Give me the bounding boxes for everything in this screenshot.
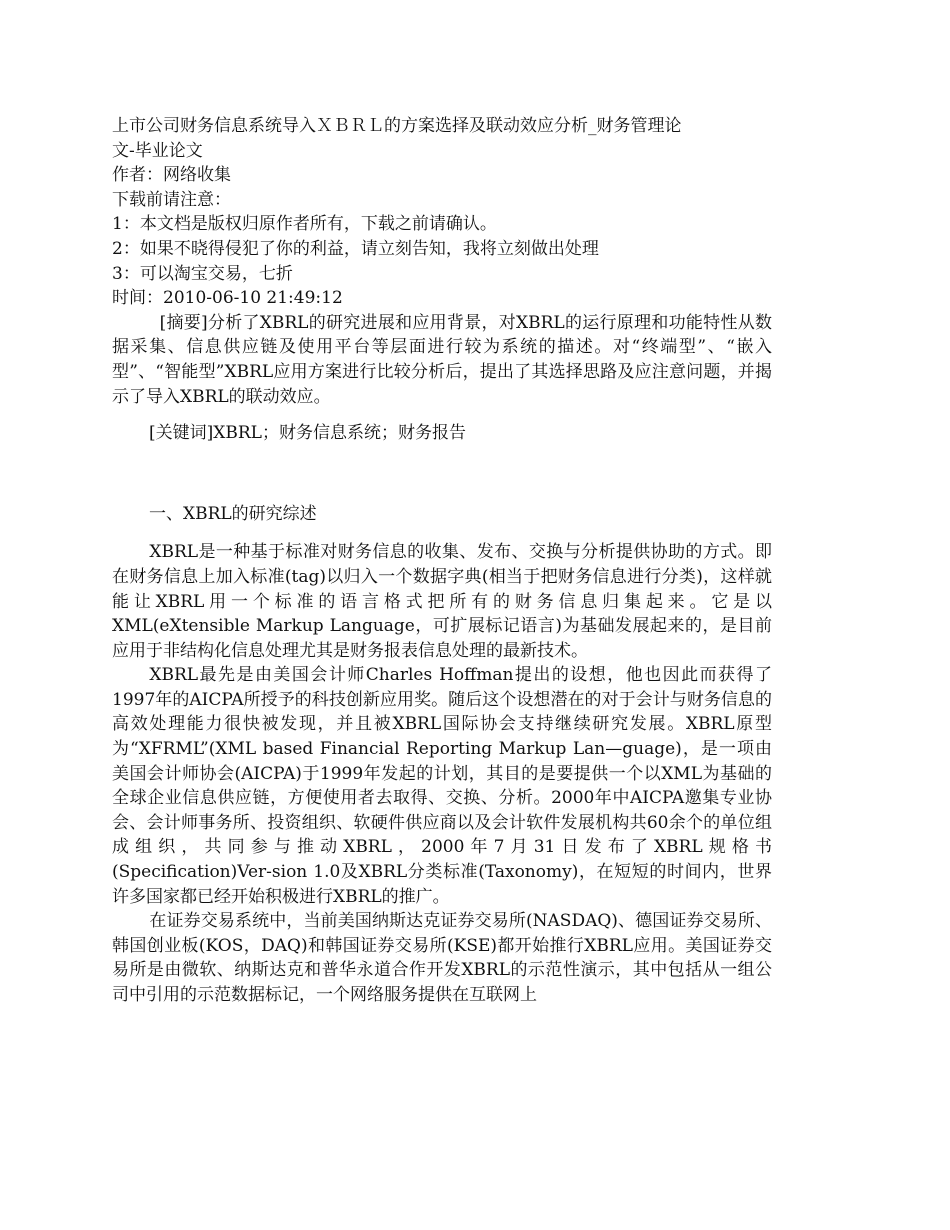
notice-item-3: 3：可以淘宝交易，七折 bbox=[112, 263, 293, 284]
spacer bbox=[112, 526, 772, 540]
author-line: 作者：网络收集 bbox=[112, 165, 231, 186]
abstract-paragraph: [摘要]分析了XBRL的研究进展和应用背景，对XBRL的运行原理和功能特性从数据采集、信息供应链及使用平台等层面进行较为系统的描述。对“终端型”、“嵌入型”、“智能型”XBRL应用方案进行比较分析后，提出了其选择思路及应注意问题，并揭示了导入XBRL的联动效应。 bbox=[112, 312, 772, 407]
document-page bbox=[112, 114, 772, 1008]
keywords-line: [关键词]XBRL；财务信息系统；财务报告 bbox=[149, 423, 466, 444]
notice-item-1: 1：本文档是版权归原作者所有，下载之前请确认。 bbox=[112, 214, 497, 235]
body-paragraph-2: XBRL最先是由美国会计师Charles Hoffman提出的设想，他也因此而获得了1997年的AICPA所授予的科技创新应用奖。随后这个设想潜在的对于会计与财务信息的高效处理能力很快被发现，并且被XBRL国际协会支持继续研究发展。XBRL原型为“XFRML”(XML based Financial Reporting Markup Lan—guage)，是一项由美国会计师协会(AICPA)于1999年发起的计划，其目的是要提供一个以XML为基础的全球企业信息供应链，方便使用者去取得、交换、分析。2000年中AICPA邀集专业协会、会计师事务所、投资组织、软硬件供应商以及会计软件发展机构共60余个的单位组成组织，共同参与推动XBRL，2000年7月31日发布了XBRL规格书(Specification)Ver-sion 1.0及XBRL分类标准(Taxonomy)，在短短的时间内，世界许多国家都已经开始积极进行XBRL的推广。 bbox=[112, 665, 772, 907]
document-title-line-2: 文-毕业论文 bbox=[112, 140, 203, 161]
spacer bbox=[112, 446, 772, 502]
time-line: 时间：2010-06-10 21:49:12 bbox=[112, 288, 343, 309]
section-heading: 一、XBRL的研究综述 bbox=[149, 503, 317, 524]
notice-item-2: 2：如果不晓得侵犯了你的利益，请立刻告知，我将立刻做出处理 bbox=[112, 238, 599, 259]
spacer bbox=[112, 409, 772, 421]
document-title-line-1: 上市公司财务信息系统导入ＸＢＲＬ的方案选择及联动效应分析_财务管理论 bbox=[112, 116, 682, 136]
notice-heading: 下载前请注意： bbox=[112, 189, 231, 210]
body-paragraph-3: 在证券交易系统中，当前美国纳斯达克证券交易所(NASDAQ)、德国证券交易所、韩国创业板(KOS，DAQ)和韩国证券交易所(KSE)都开始推行XBRL应用。美国证券交易所是由微软、纳斯达克和普华永道合作开发XBRL的示范性演示，其中包括从一组公司中引用的示范数据标记，一个网络服务提供在互联网上 bbox=[112, 911, 772, 1005]
body-paragraph-1: XBRL是一种基于标准对财务信息的收集、发布、交换与分析提供协助的方式。即在财务信息上加入标准(tag)以归入一个数据字典(相当于把财务信息进行分类)，这样就能让XBRL用一个标准的语言格式把所有的财务信息归集起来。它是以XML(eXtensible Markup Language，可扩展标记语言)为基础发展起来的，是目前应用于非结构化信息处理尤其是财务报表信息处理的最新技术。 bbox=[112, 542, 772, 661]
